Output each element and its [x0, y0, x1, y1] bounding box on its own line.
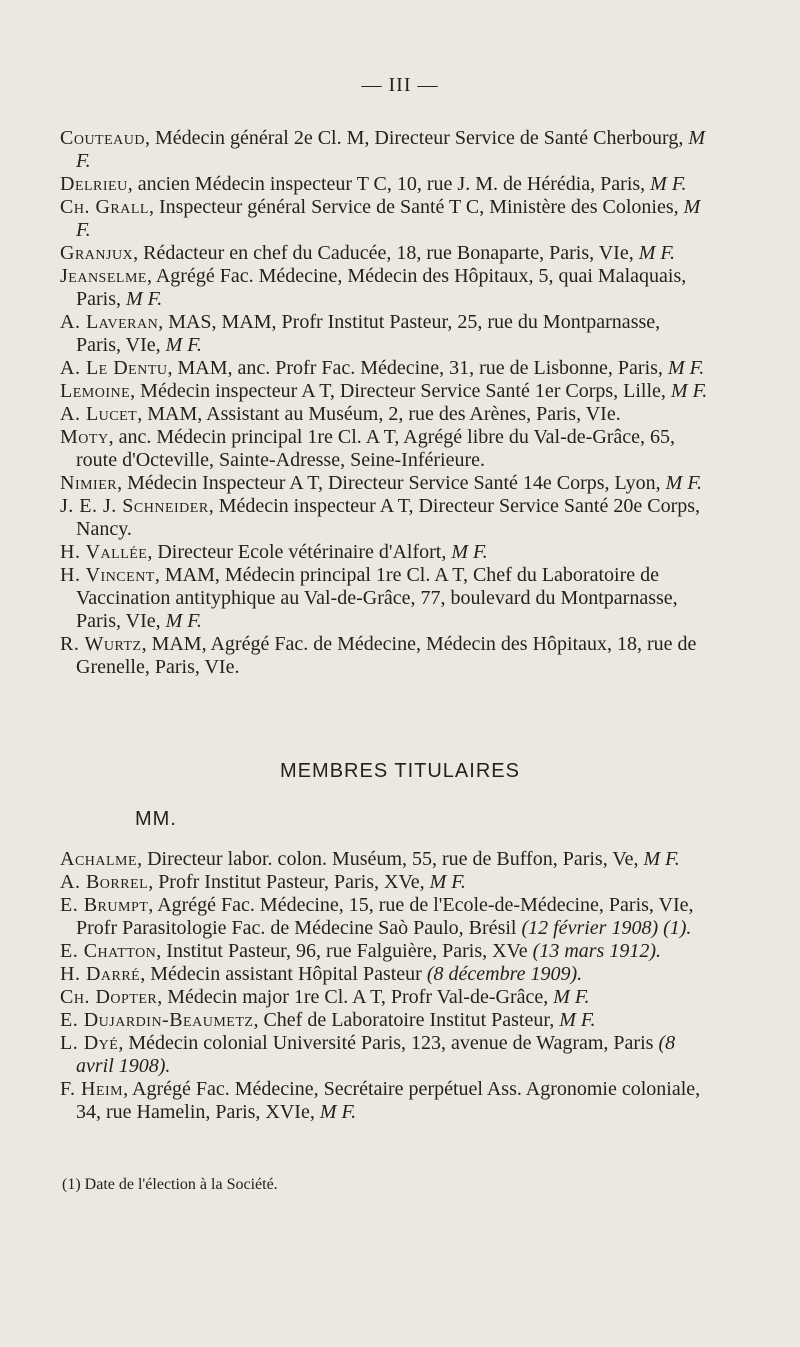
entry-text: , Médecin assistant Hôpital Pasteur [140, 963, 427, 985]
entry-name: E. Brumpt [60, 894, 149, 916]
entry-tail: M F. [126, 288, 163, 310]
footnote: (1) Date de l'élection à la Société. [62, 1176, 278, 1193]
entry-text: , Médecin Inspecteur A T, Directeur Service Santé 14e Corps, Lyon, [117, 472, 666, 494]
entry-text: , Inspecteur général Service de Santé T C, Ministère des Colonies, [148, 196, 684, 218]
entry-text: , MAS, MAM, Profr Institut Pasteur, 25, rue du Montparnasse, Paris, VIe, [76, 311, 661, 356]
entry-text: , Agrégé Fac. Médecine, 15, rue de l'Ecole-de-Médecine, Paris, VIe, Profr Parasitologie Fac. de Médecine Saò Paulo, Brésil [76, 894, 694, 939]
entry-name: Granjux [60, 242, 134, 264]
entry-text: , anc. Médecin principal 1re Cl. A T, Agrégé libre du Val-de-Grâce, 65, route d'Octeville, Sainte-Adresse, Seine-Inférieure. [76, 426, 676, 471]
entry-tail: M F. [165, 334, 202, 356]
mm-label: MM. [135, 808, 177, 830]
entry-tail: M F. [451, 541, 488, 563]
entry-tail: M F. [670, 380, 708, 402]
entry-text: , Institut Pasteur, 96, rue Falguière, Paris, XVe [156, 940, 533, 962]
entry-tail: (13 mars 1912). [532, 940, 661, 962]
entry-name: Ch. Grall [60, 196, 149, 218]
entry-text: , Agrégé Fac. Médecine, Secrétaire perpétuel Ass. Agronomie coloniale, 34, rue Hamelin, Paris, XVIe, [76, 1078, 701, 1123]
entry-text: , Profr Institut Pasteur, Paris, XVe, [148, 871, 430, 893]
entry-text: , Médecin général 2e Cl. M, Directeur Service de Santé Cherbourg, [145, 127, 689, 149]
entry-name: A. Laveran [60, 311, 159, 333]
entry-name: H. Vincent [60, 564, 155, 586]
correspondants-entry [60, 127, 710, 173]
entry-name: A. Le Dentu [60, 357, 168, 379]
entry-name: A. Lucet [60, 403, 138, 425]
section-title: MEMBRES TITULAIRES [280, 760, 520, 782]
entry-text: , Médecin inspecteur A T, Directeur Service Santé 1er Corps, Lille, [130, 380, 671, 402]
entry-name: E. Dujardin-Beaumetz [60, 1009, 254, 1031]
correspondants-entry [60, 403, 710, 426]
entry-tail: M F. [650, 173, 687, 195]
entry-text: , Chef de Laboratoire Institut Pasteur, [253, 1009, 560, 1031]
entry-tail: (12 février 1908) (1). [521, 917, 692, 939]
titulaires-list [60, 848, 710, 1124]
entry-tail: M F. [429, 871, 466, 893]
correspondants-entry [60, 633, 710, 679]
entry-name: Jeanselme [60, 265, 147, 287]
entry-name: H. Darré [60, 963, 141, 985]
entry-tail: M F. [76, 127, 706, 172]
entry-text: , Directeur Ecole vétérinaire d'Alfort, [147, 541, 452, 563]
entry-name: H. Vallée [60, 541, 148, 563]
entry-tail: M F. [643, 848, 680, 870]
entry-text: , MAM, Assistant au Muséum, 2, rue des Arènes, Paris, VIe. [137, 403, 621, 425]
entry-text: , MAM, Agrégé Fac. de Médecine, Médecin des Hôpitaux, 18, rue de Grenelle, Paris, VIe. [76, 633, 697, 678]
titulaires-entry [60, 940, 710, 963]
correspondants-entry [60, 242, 710, 265]
correspondants-entry [60, 426, 710, 472]
entry-name: E. Chatton [60, 940, 157, 962]
titulaires-entry [60, 1078, 710, 1124]
entry-tail: M F. [665, 472, 702, 494]
correspondants-entry [60, 541, 710, 564]
entry-tail: (8 avril 1908). [76, 1032, 676, 1077]
titulaires-entry [60, 848, 710, 871]
entry-text: , Médecin colonial Université Paris, 123, avenue de Wagram, Paris [118, 1032, 659, 1054]
titulaires-entry [60, 1032, 710, 1078]
titulaires-entry [60, 986, 710, 1009]
correspondants-entry [60, 380, 710, 403]
correspondants-entry [60, 357, 710, 380]
entry-name: Ch. Dopter [60, 986, 158, 1008]
correspondants-entry [60, 196, 710, 242]
entry-name: J. E. J. Schneider [60, 495, 209, 517]
entry-name: Achalme [60, 848, 138, 870]
entry-name: L. Dyé [60, 1032, 119, 1054]
titulaires-entry [60, 894, 710, 940]
entry-tail: M F. [638, 242, 676, 264]
correspondants-entry [60, 173, 710, 196]
entry-text: , Directeur labor. colon. Muséum, 55, rue de Buffon, Paris, Ve, [137, 848, 644, 870]
correspondants-list [60, 127, 710, 679]
entry-text: , Rédacteur en chef du Caducée, 18, rue Bonaparte, Paris, VIe, [133, 242, 639, 264]
titulaires-entry [60, 1009, 710, 1032]
entry-tail: M F. [667, 357, 705, 379]
correspondants-entry [60, 472, 710, 495]
entry-name: A. Borrel [60, 871, 149, 893]
entry-text: , Agrégé Fac. Médecine, Médecin des Hôpitaux, 5, quai Malaquais, Paris, [76, 265, 687, 310]
page-number-header: — III — [361, 74, 439, 96]
correspondants-entry [60, 495, 710, 541]
entry-text: , ancien Médecin inspecteur T C, 10, rue J. M. de Hérédia, Paris, [127, 173, 651, 195]
entry-name: Nimier [60, 472, 118, 494]
entry-tail: M F. [165, 610, 202, 632]
entry-text: , MAM, Médecin principal 1re Cl. A T, Chef du Laboratoire de Vaccination antityphique au Val-de-Grâce, 77, boulevard du Montparnasse, Paris, VIe, [76, 564, 678, 632]
entry-name: R. Wurtz [60, 633, 142, 655]
entry-name: Lemoine [60, 380, 131, 402]
entry-tail: M F. [76, 196, 701, 241]
entry-tail: M F. [559, 1009, 596, 1031]
correspondants-entry [60, 311, 710, 357]
entry-name: Moty [60, 426, 109, 448]
entry-text: , Médecin inspecteur A T, Directeur Service Santé 20e Corps, Nancy. [76, 495, 701, 540]
entry-text: , MAM, anc. Profr Fac. Médecine, 31, rue de Lisbonne, Paris, [167, 357, 668, 379]
entry-name: Couteaud [60, 127, 145, 149]
entry-tail: M F. [319, 1101, 357, 1123]
titulaires-entry [60, 871, 710, 894]
correspondants-entry [60, 265, 710, 311]
entry-text: , Médecin major 1re Cl. A T, Profr Val-de-Grâce, [157, 986, 554, 1008]
titulaires-entry [60, 963, 710, 986]
correspondants-entry [60, 564, 710, 633]
entry-name: Delrieu [60, 173, 128, 195]
entry-tail: M F. [553, 986, 590, 1008]
entry-tail: (8 décembre 1909). [426, 963, 583, 985]
entry-name: F. Heim [60, 1078, 124, 1100]
